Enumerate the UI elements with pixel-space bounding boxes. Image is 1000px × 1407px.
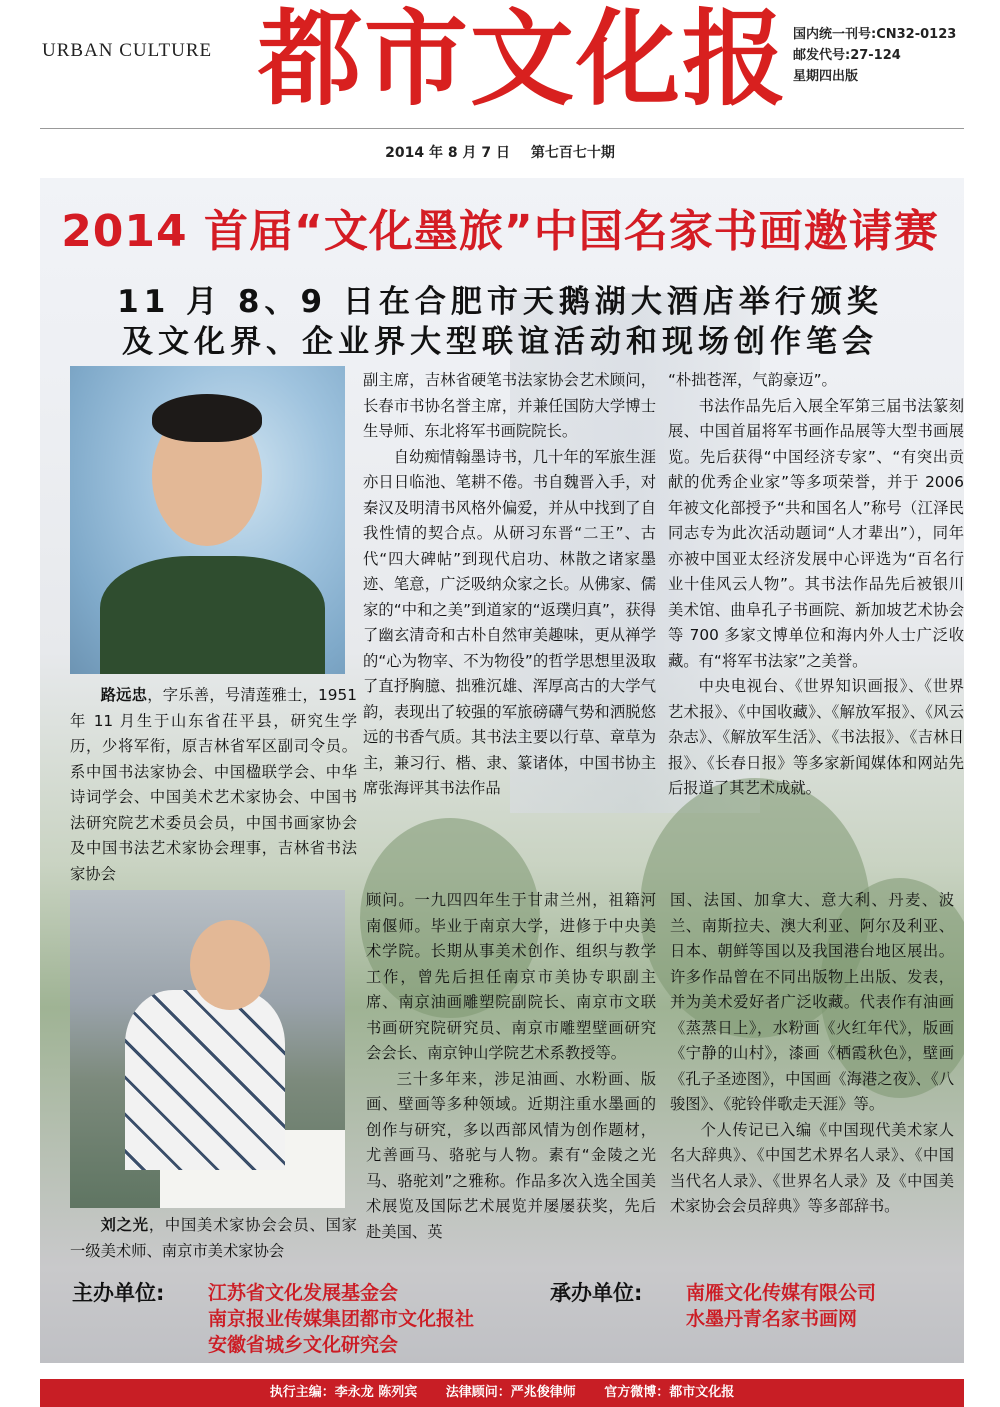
publication-number: 国内统一刊号:CN32-0123 <box>793 27 957 42</box>
publication-info <box>793 24 956 87</box>
masthead-divider <box>40 128 964 129</box>
organizer-item: 南雁文化传媒有限公司 <box>686 1282 877 1304</box>
issue-date: 2014 年 8 月 7 日 <box>385 145 510 161</box>
publication-day: 星期四出版 <box>793 69 859 84</box>
shirt-shape <box>125 990 285 1170</box>
organizer-item: 水墨丹青名家书画网 <box>686 1308 858 1330</box>
footer-legal: 法律顾问：严兆俊律师 <box>445 1385 576 1400</box>
paragraph: 个人传记已入编《中国现代美术家人名大辞典》、《中国艺术界名人录》、《中国当代名人录》、《世界名人录》及《中国美术家协会会员辞典》等多部辞书。 <box>670 1120 954 1215</box>
paragraph: 副主席，吉林省硬笔书法家协会艺术顾问，长春市书协名誉主席，并兼任国防大学博士生导师、东北将军书画院院长。 <box>363 371 656 440</box>
paragraph: 中央电视台、《世界知识画报》、《世界艺术报》、《中国收藏》、《解放军报》、《风云杂志》、《解放军生活》、《书法报》、《吉林日报》、《长春日报》等多家新闻媒体和网站先后报道了其艺术成就。 <box>668 677 964 797</box>
footer-weibo: 官方微博：都市文化报 <box>604 1385 735 1400</box>
paragraph: “朴拙苍浑，气韵豪迈”。 <box>668 371 837 389</box>
article2-column-1 <box>366 888 656 1245</box>
host-list <box>208 1280 474 1358</box>
issue-number: 第七百七十期 <box>530 145 615 161</box>
article2-column-2 <box>670 888 954 1220</box>
caption-liu-zhiguang <box>70 1213 357 1264</box>
uniform-shape <box>100 556 325 674</box>
caption-text: ，中国美术家协会会员、国家一级美术师、南京市美术家协会 <box>70 1216 357 1260</box>
dateline <box>0 142 1000 162</box>
subheadline-line-1: 11 月 8、9 日在合肥市天鹅湖大酒店举行颁奖 <box>117 284 883 320</box>
postal-code: 邮发代号:27-124 <box>793 48 901 63</box>
paragraph: 三十多年来，涉足油画、水粉画、版画、壁画等多种领域。近期注重水墨画的创作与研究，多以西部风情为创作题材，尤善画马、骆驼与人物。素有“金陵之光马、骆驼刘”之雅称。作品多次入选全国美术展览及国际艺术展览并屡屡获奖，先后赴美国、英 <box>366 1069 656 1241</box>
photo-liu-zhiguang-painting <box>70 890 345 1208</box>
portrait-photo-lu-yuanzhong <box>70 366 345 674</box>
host-label: 主办单位: <box>72 1281 165 1305</box>
headline: 2014 首届“文化墨旅”中国名家书画邀请赛 <box>61 206 939 257</box>
article1-column-2 <box>668 368 964 802</box>
paragraph: 顾问。一九四四年生于甘肃兰州，祖籍河南偃师。毕业于南京大学，进修于中央美术学院。长期从事美术创作、组织与教学工作，曾先后担任南京市美协专职副主席、南京油画雕塑院副院长、南京市文联书画研究院研究员、南京市雕塑壁画研究会会长、南京钟山学院艺术系教授等。 <box>366 891 656 1062</box>
host-item: 南京报业传媒集团都市文化报社 <box>208 1308 475 1330</box>
paragraph: 自幼痴情翰墨诗书，几十年的军旅生涯亦日日临池、笔耕不倦。书自魏晋入手，对秦汉及明清书风格外偏爱，并从中找到了自我性情的契合点。从研习东晋“二王”、古代“四大碑帖”到现代启功、林散之诸家墨迹、笔意，广泛吸纳众家之长。从佛家、儒家的“中和之美”到道家的“返璞归真”，获得了幽玄清奇和古朴自然审美趣味，更从禅学的“心为物宰、不为物役”的哲学思想里汲取了直抒胸臆、拙雅沉雄、浑厚高古的大学气韵，表现出了较强的军旅磅礴气势和洒脱悠远的书香气质。其书法主要以行草、章草为主，兼习行、楷、隶、篆诸体，中国书协主席张海评其书法作品 <box>363 447 656 797</box>
paragraph: 国、法国、加拿大、意大利、丹麦、波兰、南斯拉夫、澳大利亚、阿尔及利亚、日本、朝鲜等国以及我国港台地区展出。许多作品曾在不同出版物上出版、发表，并为美术爱好者广泛收藏。代表作有油画《蒸蒸日上》，水粉画《火红年代》，版画《宁静的山村》，漆画《栖霞秋色》，壁画《孔子圣迹图》，中国画《海港之夜》、《八骏图》、《驼铃伴歌走天涯》等。 <box>670 891 954 1113</box>
organizer-label: 承办单位: <box>550 1281 643 1305</box>
host-item: 江苏省文化发展基金会 <box>208 1282 399 1304</box>
masthead-english: URBAN CULTURE <box>42 40 213 61</box>
newspaper-title: 都市文化报 <box>258 0 789 120</box>
host-item: 安徽省城乡文化研究会 <box>208 1334 399 1356</box>
paragraph: 书法作品先后入展全军第三届书法篆刻展、中国首届将军书画作品展等大型书画展览。先后获得“中国经济专家”、“有突出贡献的优秀企业家”等多项荣誉，并于 2006 年被文化部授予“共和国名人”称号（江泽民同志专为此次活动题词“人才辈出”），同年亦被中国亚太经济发展中心评选为“百名行业十佳风云人物”。其书法作品先后被银川美术馆、曲阜孔子书画院、新加坡艺术协会等 700 多家文博单位和海内外人士广泛收藏。有“将军书法家”之美誉。 <box>668 396 964 670</box>
footer-editor: 执行主编：李永龙 陈列宾 <box>269 1385 418 1400</box>
face-shape <box>190 920 270 1010</box>
caption-name: 刘之光 <box>100 1216 149 1234</box>
organizer-list <box>686 1280 876 1332</box>
caption-text: ，字乐善，号清莲雅士，1951 年 11 月生于山东省茌平县，研究生学历，少将军衔，原吉林省军区副司令员。系中国书法家协会、中国楹联学会、中华诗词学会、中国美术艺术家协会、中国书法研究院艺术委员会员，中国书画家协会及中国书法艺术家协会理事，吉林省书法家协会 <box>70 686 357 883</box>
footer-bar <box>40 1379 964 1407</box>
caption-name: 路远忠 <box>100 686 148 704</box>
caption-lu-yuanzhong <box>70 683 357 887</box>
subheadline-line-2: 及文化界、企业界大型联谊活动和现场创作笔会 <box>122 324 878 360</box>
masthead <box>0 0 1000 130</box>
hair-shape <box>152 394 262 442</box>
article1-column-1 <box>363 368 656 802</box>
